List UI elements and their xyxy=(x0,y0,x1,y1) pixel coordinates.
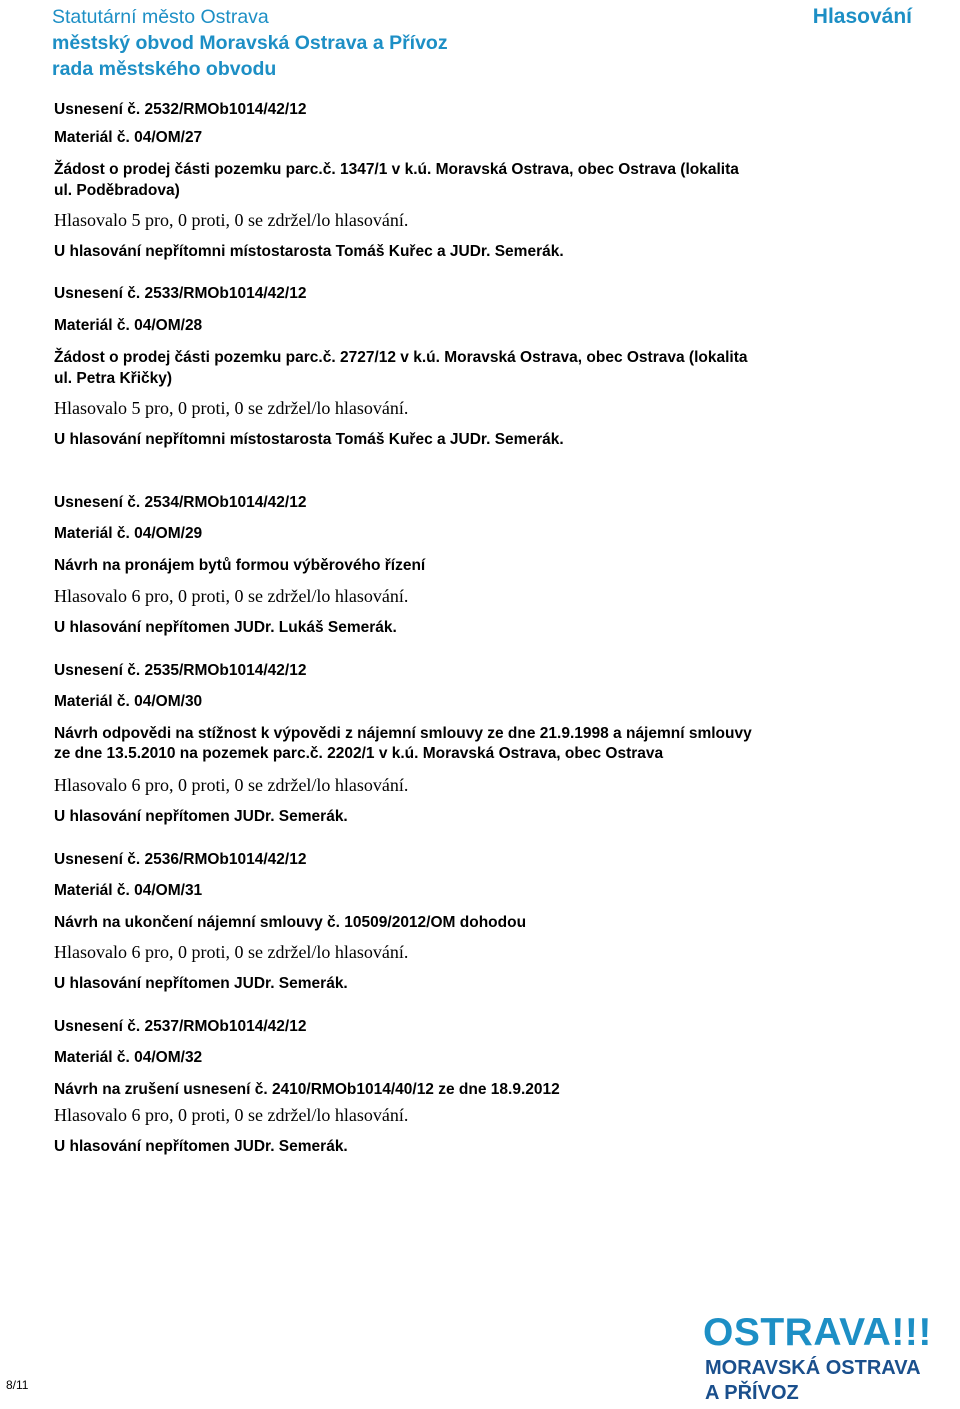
resolution-item xyxy=(54,493,874,638)
resolution-subject-line: Návrh na ukončení nájemní smlouvy č. 10509/2012/OM dohodou xyxy=(54,913,527,931)
vote-result: Hlasovalo 6 pro, 0 proti, 0 se zdržel/lo hlasování. xyxy=(54,942,409,962)
material-number: Materiál č. 04/OM/31 xyxy=(54,881,203,899)
resolution-item xyxy=(54,284,874,450)
absence-note: U hlasování nepřítomni místostarosta Tomáš Kuřec a JUDr. Semerák. xyxy=(54,431,564,448)
material-number: Materiál č. 04/OM/30 xyxy=(54,692,203,710)
absence-note: U hlasování nepřítomen JUDr. Semerák. xyxy=(54,975,348,992)
resolution-number: Usnesení č. 2533/RMOb1014/42/12 xyxy=(54,285,307,302)
resolution-subject-line: Žádost o prodej části pozemku parc.č. 1347/1 v k.ú. Moravská Ostrava, obec Ostrava (lokalita xyxy=(54,161,739,178)
resolution-subject-line: Žádost o prodej části pozemku parc.č. 2727/12 v k.ú. Moravská Ostrava, obec Ostrava (lokalita xyxy=(54,349,748,366)
resolution-subject-line: ul. Petra Křičky) xyxy=(54,369,173,387)
resolution-number: Usnesení č. 2532/RMOb1014/42/12 xyxy=(54,101,307,118)
page-number: 8/11 xyxy=(6,1378,29,1392)
absence-note: U hlasování nepřítomen JUDr. Semerák. xyxy=(54,807,348,825)
material-number: Materiál č. 04/OM/27 xyxy=(54,129,203,146)
logo-subtitle: MORAVSKÁ OSTRAVA xyxy=(705,1357,921,1379)
header-council: rada městského obvodu xyxy=(52,58,277,80)
resolution-item xyxy=(54,850,874,995)
vote-result: Hlasovalo 6 pro, 0 proti, 0 se zdržel/lo hlasování. xyxy=(54,774,409,795)
absence-note: U hlasování nepřítomen JUDr. Lukáš Semerák. xyxy=(54,618,397,636)
vote-result: Hlasovalo 5 pro, 0 proti, 0 se zdržel/lo hlasování. xyxy=(54,398,409,418)
resolution-subject-line: Návrh na zrušení usnesení č. 2410/RMOb1014/40/12 ze dne 18.9.2012 xyxy=(54,1081,560,1098)
resolution-number: Usnesení č. 2535/RMOb1014/42/12 xyxy=(54,661,307,679)
resolution-item xyxy=(54,1017,874,1157)
resolutions-list xyxy=(54,100,874,1157)
resolution-number: Usnesení č. 2536/RMOb1014/42/12 xyxy=(54,850,307,868)
resolution-item xyxy=(54,100,874,262)
resolution-subject-line: Návrh odpovědi na stížnost k výpovědi z nájemní smlouvy ze dne 21.9.1998 a nájemní smlouvy xyxy=(54,724,752,742)
header-section-title: Hlasování xyxy=(812,5,912,28)
document-header xyxy=(52,4,912,82)
logo-main-text: OSTRAVA!!! xyxy=(703,1311,932,1354)
resolution-subject-line: ul. Poděbradova) xyxy=(54,181,180,199)
vote-result: Hlasovalo 6 pro, 0 proti, 0 se zdržel/lo hlasování. xyxy=(54,1104,409,1125)
absence-note: U hlasování nepřítomen JUDr. Semerák. xyxy=(54,1137,348,1155)
resolution-number: Usnesení č. 2537/RMOb1014/42/12 xyxy=(54,1018,307,1035)
header-district: městský obvod Moravská Ostrava a Přívoz xyxy=(52,32,448,54)
vote-result: Hlasovalo 5 pro, 0 proti, 0 se zdržel/lo hlasování. xyxy=(54,210,409,230)
resolution-subject-line: Návrh na pronájem bytů formou výběrového řízení xyxy=(54,557,426,574)
ostrava-logo xyxy=(703,1311,960,1409)
vote-result: Hlasovalo 6 pro, 0 proti, 0 se zdržel/lo hlasování. xyxy=(54,585,409,606)
logo-subtitle: A PŘÍVOZ xyxy=(705,1382,799,1404)
resolution-subject-line: ze dne 13.5.2010 na pozemek parc.č. 2202/1 v k.ú. Moravská Ostrava, obec Ostrava xyxy=(54,745,664,762)
material-number: Materiál č. 04/OM/28 xyxy=(54,317,203,334)
header-city: Statutární město Ostrava xyxy=(52,6,269,28)
resolution-item xyxy=(54,661,874,827)
material-number: Materiál č. 04/OM/29 xyxy=(54,525,203,542)
resolution-number: Usnesení č. 2534/RMOb1014/42/12 xyxy=(54,494,307,511)
absence-note: U hlasování nepřítomni místostarosta Tomáš Kuřec a JUDr. Semerák. xyxy=(54,243,564,260)
material-number: Materiál č. 04/OM/32 xyxy=(54,1049,203,1066)
